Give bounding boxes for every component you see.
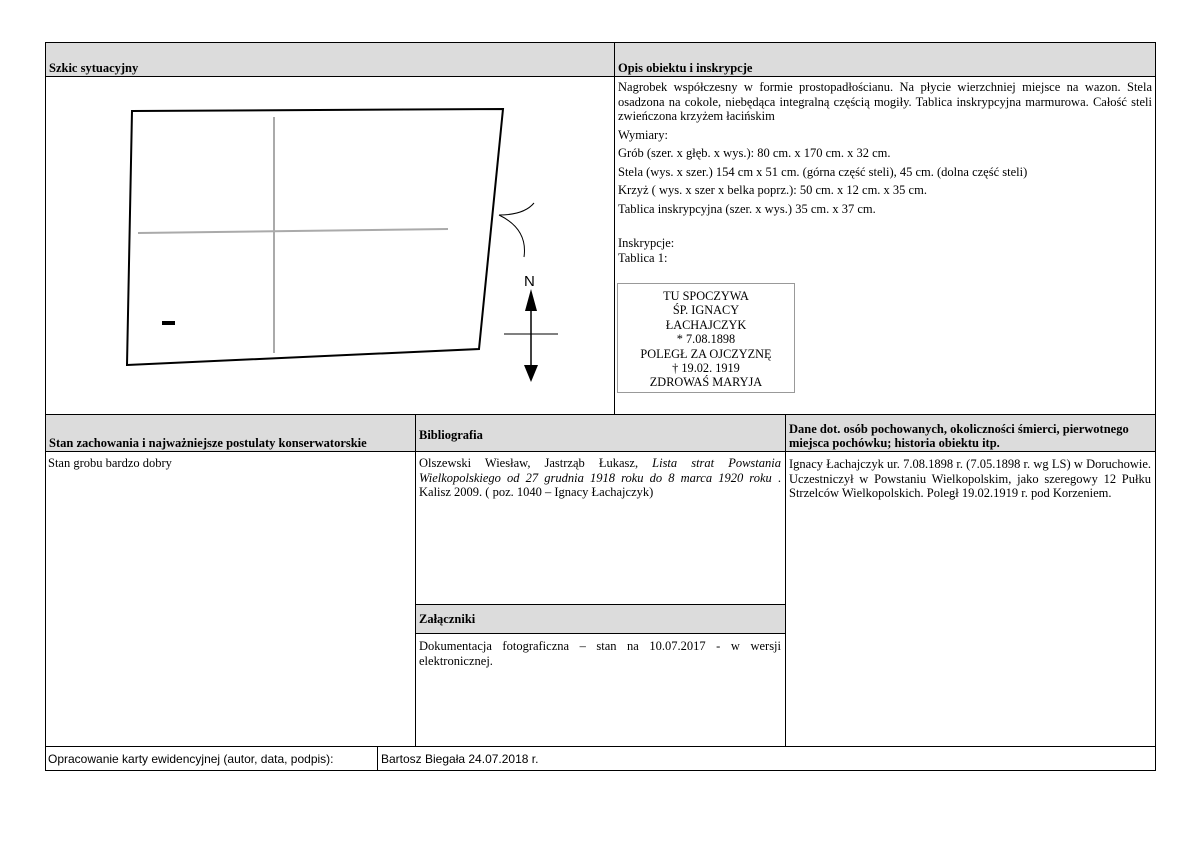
inscription-line: ŁACHAJCZYK xyxy=(665,317,747,332)
bibliography-entry xyxy=(419,456,781,500)
description-header xyxy=(614,42,1156,76)
persons-title: Dane dot. osób pochowanych, okoliczności śmierci, pierwotnego miejsca pochówku; historia obiektu itp. xyxy=(789,422,1129,450)
condition-text: Stan grobu bardzo dobry xyxy=(48,456,172,470)
attachments-title: Załączniki xyxy=(419,612,476,626)
situational-sketch xyxy=(46,77,614,414)
bibliography-header xyxy=(415,414,785,451)
tablet-label: Tablica 1: xyxy=(618,250,668,265)
sketch-header xyxy=(45,42,614,76)
attachments-header xyxy=(415,604,785,633)
bibliography-title-text: Lista strat Powstania Wielkopolskiego od 27 grudnia 1918 roku do 8 marca 1920 roku xyxy=(419,456,781,485)
inscription-line: † 19.02. 1919 xyxy=(672,361,740,376)
persons-header xyxy=(785,414,1156,451)
dimension-plaque: Tablica inskrypcyjna (szer. x wys.) 35 cm. x 37 cm. xyxy=(618,201,876,216)
inscription-line: * 7.08.1898 xyxy=(676,332,736,347)
north-arrow-icon xyxy=(504,289,558,382)
inscriptions-label: Inskrypcje: xyxy=(618,236,675,250)
description-paragraph: Nagrobek współczesny w formie prostopadłościanu. Na płycie wierzchniej miejsce na wazon. Stela osadzona na cokole, niebędąca integralną częścią mogiły. Tablica inskrypcyjna marmurowa. Całość steli zwieńczona krzyżem łacińskim xyxy=(618,80,1152,123)
dimension-grave: Grób (szer. x głęb. x wys.): 80 cm. x 170 cm. x 32 cm. xyxy=(618,146,891,160)
condition-header xyxy=(45,414,415,451)
inscription-line: TU SPOCZYWA xyxy=(663,289,749,303)
author-value: Bartosz Biegała 24.07.2018 r. xyxy=(381,752,539,766)
inscription-line: ŚP. IGNACY xyxy=(672,303,740,318)
dimensions-label: Wymiary: xyxy=(618,127,668,142)
dimension-cross: Krzyż ( wys. x szer x belka poprz.): 50 cm. x 12 cm. x 35 cm. xyxy=(618,183,927,197)
description-content xyxy=(618,80,1152,265)
dimension-stele: Stela (wys. x szer.) 154 cm x 51 cm. (górna część steli), 45 cm. (dolna część steli) xyxy=(618,164,1028,179)
inscription-line: POLEGŁ ZA OJCZYZNĘ xyxy=(640,346,772,361)
sketch-title: Szkic sytuacyjny xyxy=(49,61,139,75)
inscription-line: ZDROWAŚ MARYJA xyxy=(649,375,763,390)
inscription-box xyxy=(617,283,795,393)
description-title: Opis obiektu i inskrypcje xyxy=(618,61,753,75)
path-curve xyxy=(499,203,534,257)
path-line-horizontal xyxy=(138,229,448,233)
grave-marker xyxy=(162,321,175,325)
condition-title: Stan zachowania i najważniejsze postulaty konserwatorskie xyxy=(49,436,367,450)
grave-plot-outline xyxy=(127,109,503,365)
attachments-text: Dokumentacja fotograficzna – stan na 10.07.2017 - w wersji elektronicznej. xyxy=(419,639,781,668)
bibliography-title: Bibliografia xyxy=(419,428,483,442)
bibliography-authors: Olszewski Wiesław, Jastrząb Łukasz, xyxy=(419,456,653,470)
bibliography-rest: . Kalisz 2009. ( poz. 1040 – Ignacy Łachajczyk) xyxy=(419,470,782,499)
author-label: Opracowanie karty ewidencyjnej (autor, data, podpis): xyxy=(48,752,334,766)
north-label: N xyxy=(524,273,535,290)
persons-text: Ignacy Łachajczyk ur. 7.08.1898 r. (7.05.1898 r. wg LS) w Doruchowie. Uczestniczył w Powstaniu Wielkopolskim, jako szeregowy 12 Pułku Strzelców Wielkopolskich. Poległ 19.02.1919 r. pod Korzeniem. xyxy=(789,457,1151,500)
